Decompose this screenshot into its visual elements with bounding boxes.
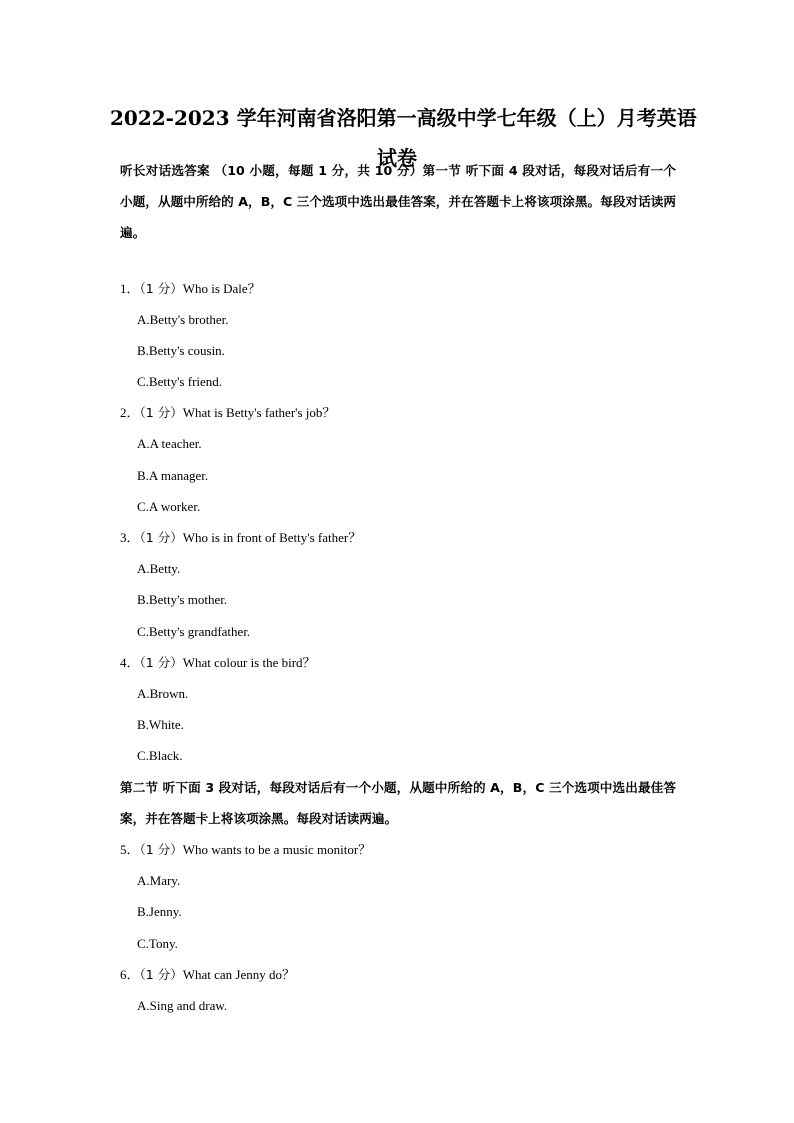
question-text: What is Betty's father's job？	[182, 405, 336, 420]
question-number: 3．	[120, 530, 140, 545]
question-text: What colour is the bird？	[182, 655, 316, 670]
question-3-option-b: B.Betty's mother.	[137, 592, 228, 607]
question-5-option-b: B.Jenny.	[137, 904, 182, 919]
question-1-option-b: B.Betty's cousin.	[137, 343, 225, 358]
question-score: （1 分）	[139, 281, 183, 296]
question-1	[120, 280, 261, 298]
question-6	[120, 966, 295, 984]
section-1-instructions: 听长对话选答案 （10 小题，每题 1 分，共 10 分）第一节 听下面 4 段对话，每段对话后有一个小题，从题中所给的 A，B，C 三个选项中选出最佳答案，并在答题卡上将该项涂黑。每段对话读两遍。	[120, 163, 676, 240]
question-4	[120, 654, 316, 672]
question-number: 2．	[120, 405, 140, 420]
question-1-option-a: A.Betty's brother.	[137, 312, 229, 327]
question-5-option-c: C.Tony.	[137, 936, 178, 951]
question-score: （1 分）	[139, 530, 183, 545]
question-6-option-a: A.Sing and draw.	[137, 998, 228, 1013]
exam-title-line-1: 2022-2023 学年河南省洛阳第一高级中学七年级（上）月考英语	[110, 106, 697, 130]
question-text: Who wants to be a music monitor？	[182, 842, 372, 857]
section-2-instructions: 第二节 听下面 3 段对话，每段对话后有一个小题，从题中所给的 A，B，C 三个选项中选出最佳答案，并在答题卡上将该项涂黑。每段对话读两遍。	[120, 780, 676, 826]
question-5-option-a: A.Mary.	[137, 873, 181, 888]
question-4-option-a: A.Brown.	[137, 686, 189, 701]
question-1-option-c: C.Betty's friend.	[137, 374, 223, 389]
question-number: 4．	[120, 655, 140, 670]
question-score: （1 分）	[139, 405, 183, 420]
question-score: （1 分）	[139, 655, 183, 670]
question-5	[120, 841, 371, 859]
question-text: Who is Dale？	[182, 281, 261, 296]
question-2-option-c: C.A worker.	[137, 499, 201, 514]
question-number: 1．	[120, 281, 140, 296]
question-4-option-c: C.Black.	[137, 748, 183, 763]
question-text: What can Jenny do？	[182, 967, 295, 982]
question-text: Who is in front of Betty's father？	[182, 530, 362, 545]
question-3-option-a: A.Betty.	[137, 561, 181, 576]
question-score: （1 分）	[139, 842, 183, 857]
question-number: 5．	[120, 842, 140, 857]
question-4-option-b: B.White.	[137, 717, 184, 732]
question-2-option-a: A.A teacher.	[137, 436, 202, 451]
question-number: 6．	[120, 967, 140, 982]
question-3	[120, 529, 361, 547]
question-2	[120, 404, 335, 422]
question-score: （1 分）	[139, 967, 183, 982]
exam-title-line-2: 试卷	[377, 146, 417, 170]
question-3-option-c: C.Betty's grandfather.	[137, 624, 251, 639]
question-2-option-b: B.A manager.	[137, 468, 209, 483]
